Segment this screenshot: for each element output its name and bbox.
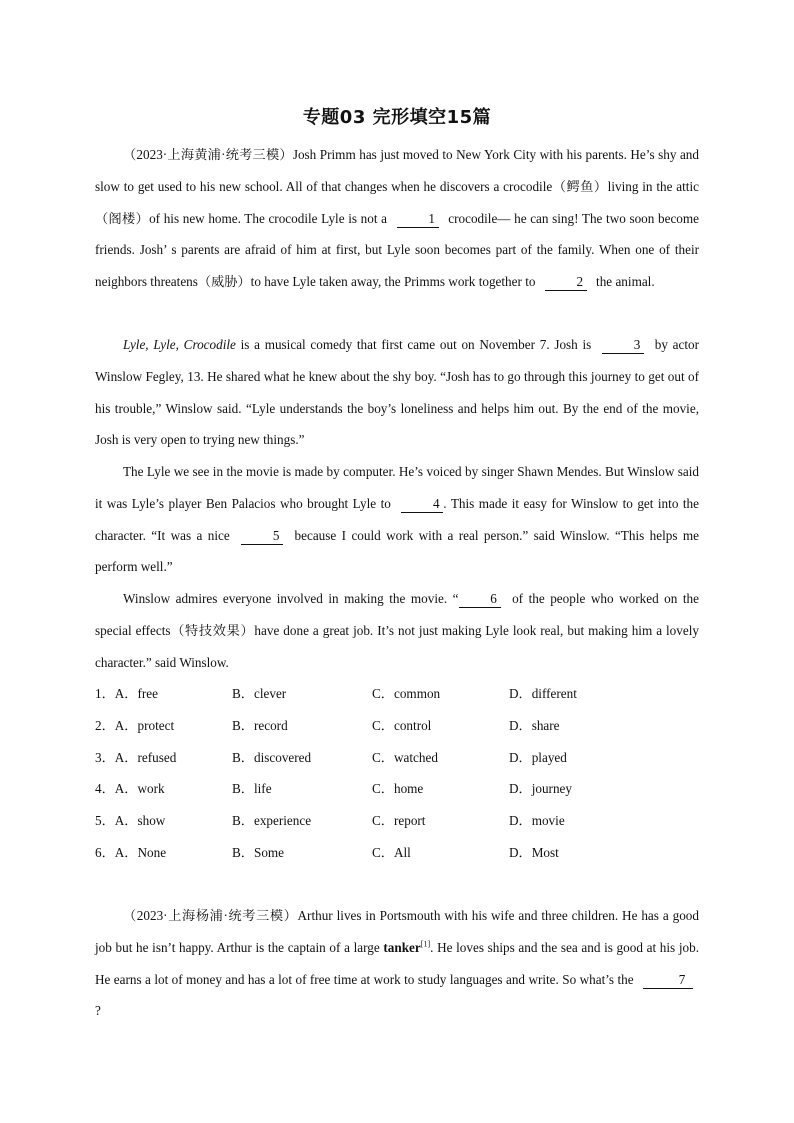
blank-2[interactable]: 2: [545, 274, 587, 291]
option-3c[interactable]: C．watched: [372, 749, 438, 765]
blank-1[interactable]: 1: [397, 211, 439, 228]
question-6-options: [95, 837, 699, 869]
option-4d[interactable]: D．journey: [509, 781, 572, 797]
text: because I could work with a real person.” said Winslow. “This helps me perform well.”: [95, 527, 699, 575]
text: Winslow admires everyone involved in making the movie. “: [123, 591, 459, 606]
passage1-paragraph2: [95, 329, 699, 456]
text: The Lyle we see in the movie is made by computer. He’s voiced by singer Shawn Mendes. But Winslow said it was Lyle’s player Ben Palacios who brought Lyle to: [95, 464, 699, 511]
text: is a musical comedy that first came out on November 7. Josh is: [235, 337, 592, 352]
text: . He loves ships and the sea and is good at his job. He earns a lot of money and has a lot of free time at work to study languages and write. So what’s the: [95, 939, 699, 987]
text: Josh Primm has just moved to New York City with his parents. He’s shy and slow to get used to his new school. All of that changes when he discovers a crocodile（鳄鱼）living in the attic（阁楼）of his new home. The crocodile Lyle is not a: [95, 147, 699, 226]
blank-4[interactable]: 4: [401, 496, 443, 513]
passage1-paragraph3: [95, 456, 699, 583]
answer-options: [95, 678, 699, 869]
option-1a[interactable]: 1．A．free: [95, 686, 158, 701]
source-label: （2023·上海黄浦·统考三模）: [123, 147, 293, 162]
blank-5[interactable]: 5: [241, 528, 283, 545]
blank-3[interactable]: 3: [602, 337, 644, 354]
text: . This made it easy for Winslow to get into the character. “It was a nice: [95, 495, 699, 543]
text: of the people who worked on the special effects（特技效果）have done a great job. It’s not just making Lyle look real, but making him a lovely character.” said Winslow.: [95, 591, 700, 670]
text: by actor Winslow Fegley, 13. He shared what he knew about the shy boy. “Josh has to go through this journey to get out of his trouble,” Winslow said. “Lyle understands the boy’s loneliness and helps him out. By the end of the movie, Josh is very open to trying new things.”: [95, 337, 699, 448]
option-4c[interactable]: C．home: [372, 781, 424, 797]
option-5b[interactable]: B．experience: [232, 813, 312, 829]
option-4a[interactable]: 4．A．work: [95, 781, 165, 797]
passage1-paragraph1: [95, 139, 699, 298]
option-6d[interactable]: D．Most: [509, 844, 559, 860]
blank-7[interactable]: 7: [643, 972, 693, 989]
question-4-options: [95, 773, 699, 805]
blank-6[interactable]: 6: [459, 591, 501, 608]
option-6b[interactable]: B．Some: [232, 844, 285, 860]
text: the animal.: [596, 274, 655, 290]
option-4b[interactable]: B．life: [232, 781, 272, 797]
question-1-options: [95, 678, 699, 710]
movie-title: Lyle, Lyle, Crocodile: [123, 337, 236, 352]
option-2a[interactable]: 2．A．protect: [95, 717, 175, 733]
option-1b[interactable]: B．clever: [232, 686, 287, 701]
footnote-ref[interactable]: [1]: [420, 939, 431, 949]
text: Arthur lives in Portsmouth with his wife and three children. He has a good job but he isn’t happy. Arthur is the captain of a large: [95, 908, 699, 955]
passage2-paragraph1: [95, 900, 699, 1027]
passage1-paragraph4: [95, 583, 699, 678]
option-2b[interactable]: B．record: [232, 717, 288, 733]
question-2-options: [95, 710, 699, 742]
text: crocodile— he can sing! The two soon become friends. Josh’ s parents are afraid of him at first, but Lyle soon becomes part of the family. When one of their neighbors threatens（威胁）to have Lyle taken away, the Primms work together to: [95, 210, 699, 290]
option-6a[interactable]: 6．A．None: [95, 844, 167, 860]
text: ?: [95, 1003, 101, 1019]
tanker-term: tanker: [383, 939, 421, 955]
option-3a[interactable]: 3．A．refused: [95, 749, 177, 765]
option-5c[interactable]: C．report: [372, 813, 426, 829]
question-3-options: [95, 742, 699, 774]
option-2d[interactable]: D．share: [509, 717, 560, 733]
option-1d[interactable]: D．different: [509, 686, 577, 701]
source-label: （2023·上海杨浦·统考三模）: [123, 908, 298, 923]
option-3d[interactable]: D．played: [509, 749, 567, 765]
option-5d[interactable]: D．movie: [509, 813, 565, 829]
option-1c[interactable]: C．common: [372, 686, 441, 701]
option-2c[interactable]: C．control: [372, 717, 432, 733]
option-6c[interactable]: C．All: [372, 844, 411, 860]
page-title: 专题03 完形填空15篇: [302, 107, 492, 128]
question-5-options: [95, 805, 699, 837]
option-5a[interactable]: 5．A．show: [95, 813, 166, 829]
option-3b[interactable]: B．discovered: [232, 749, 312, 765]
